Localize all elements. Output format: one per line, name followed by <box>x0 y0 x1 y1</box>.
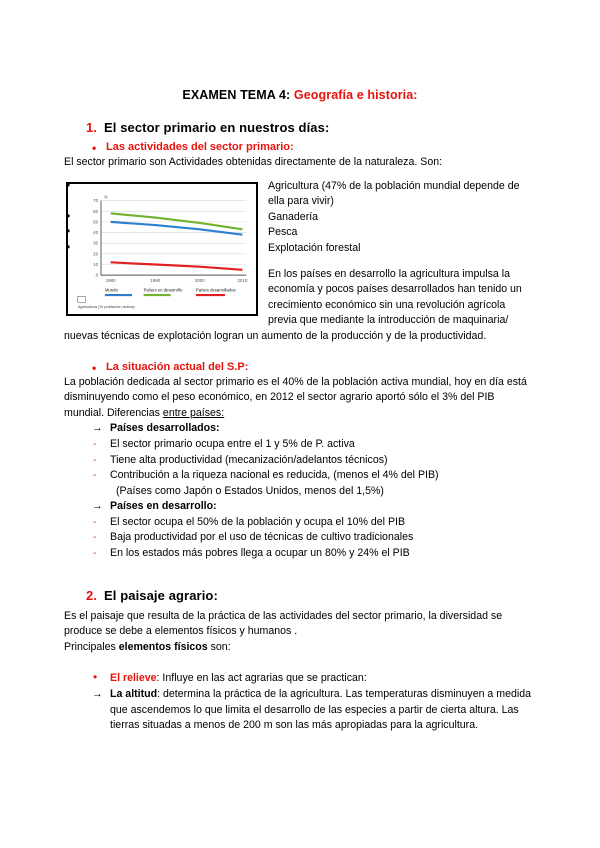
section-2-lead-in <box>64 640 536 656</box>
section-2-title: El paisaje agrario: <box>104 587 218 603</box>
element-relieve <box>64 671 536 687</box>
chart-series-paises-desarrollados <box>111 262 243 269</box>
document-title <box>64 88 536 102</box>
developed-countries-note: (Países como Japón o Estados Unidos, menos del 1,5%) <box>116 484 384 497</box>
svg-text:70: 70 <box>93 197 99 203</box>
svg-text:10: 10 <box>93 261 99 267</box>
physical-elements-list <box>64 671 536 733</box>
chart-caption: Agricultura (% población activa) <box>77 303 135 309</box>
svg-text:20: 20 <box>93 250 99 256</box>
chart-caption-icon <box>78 296 86 302</box>
section-1-situation-paragraph <box>64 375 536 422</box>
activities-list <box>64 179 536 257</box>
lead-in-bold: elementos físicos <box>118 640 208 653</box>
element-altitud <box>64 687 536 734</box>
document-title-prefix: EXAMEN TEMA 4: <box>182 88 291 102</box>
svg-text:2010: 2010 <box>237 277 248 283</box>
developed-countries-group <box>64 421 536 499</box>
section-1-title: El sector primario en nuestros días: <box>104 120 330 135</box>
svg-text:2000: 2000 <box>194 277 205 283</box>
developing-countries-group <box>64 499 536 561</box>
chart-legend-label-desarrollados: Países desarrollados <box>195 287 236 293</box>
section-2-heading <box>64 588 536 603</box>
svg-text:1980: 1980 <box>105 277 116 283</box>
list-item: - Contribución a la riqueza nacional es reducida, (menos el 4% del PIB) <box>64 468 536 484</box>
developed-countries-label: → Países desarrollados: <box>64 421 536 437</box>
developing-countries-label: → Países en desarrollo: <box>64 499 536 515</box>
section-2-paragraph: Es el paisaje que resulta de la práctica de las actividades del sector primario, la diversidad se produce se debe a elementos físicos y humanos . <box>64 609 503 638</box>
svg-text:60: 60 <box>93 208 99 214</box>
section-1-wrap-paragraph: En los países en desarrollo la agricultura impulsa la economía y pocos países desarrollados han tenido un crecimiento económico sin una revolución agrícola previa que mediante la introducción de maquinaria/ nuevas técnicas de explotación logran un aumento de la producción y de la productividad. <box>64 267 522 342</box>
section-2-number: 2. <box>86 587 98 603</box>
chart-legend-label-mundo: Mundo <box>104 287 118 293</box>
list-item: - El sector ocupa el 50% de la población y ocupa el 10% del PIB <box>64 515 536 531</box>
document-content <box>64 88 536 734</box>
svg-text:50: 50 <box>93 219 99 225</box>
list-item: • Explotación forestal <box>64 241 536 257</box>
list-item: - El sector primario ocupa entre el 1 y 5% de P. activa <box>64 437 536 453</box>
chart-x-tick-labels <box>106 278 248 283</box>
svg-text:30: 30 <box>93 240 99 246</box>
list-item: - En los estados más pobres llega a ocupar un 80% y 24% el PIB <box>64 546 536 562</box>
element-relieve-text: : Influye en las act agrarias que se practican: <box>156 672 367 685</box>
situation-underlined: entre países: <box>162 406 225 419</box>
svg-text:1990: 1990 <box>150 277 161 283</box>
subsection-1-1-heading: • Las actividades del sector primario: <box>64 141 536 153</box>
lead-in-a: Principales <box>64 640 119 653</box>
list-item: • Ganadería <box>64 210 536 226</box>
chart-legend-label-desarrollo: Países en desarrollo <box>143 287 183 293</box>
svg-text:40: 40 <box>93 229 99 235</box>
chart-y-axis-label: % <box>103 194 108 200</box>
list-item: - Baja productividad por el uso de técnicas de cultivo tradicionales <box>64 530 536 546</box>
lead-in-b: son: <box>207 640 231 653</box>
section-1-intro: El sector primario son Actividades obtenidas directamente de la naturaleza. Son: <box>64 156 443 168</box>
svg-text:0: 0 <box>95 272 99 278</box>
list-item: - Tiene alta productividad (mecanización/adelantos técnicos) <box>64 453 536 469</box>
subsection-1-2-heading: • La situación actual del S.P: <box>64 361 536 373</box>
section-1-number: 1. <box>86 120 98 135</box>
element-altitud-text: : determina la práctica de la agricultura. Las temperaturas disminuyen a medida que ascendemos lo que limita el desarrollo de las especies a partir de cierta altura. Las tierras situadas a menos de 200 m son las más apropiadas para la agricultura. <box>110 688 532 732</box>
document-title-subject: Geografía e historia: <box>293 88 418 102</box>
list-item: • Agricultura (47% de la población mundial depende de ella para vivir) <box>64 179 536 210</box>
element-relieve-label: El relieve <box>110 672 157 685</box>
list-item: • Pesca <box>64 225 536 241</box>
element-altitud-label: La altitud <box>110 688 158 701</box>
section-1-heading <box>64 120 536 135</box>
chart-legend <box>105 287 236 294</box>
situation-text: La población dedicada al sector primario es el 40% de la población activa mundial, hoy en día está disminuyendo como el peso económico, en 2012 el sector agrario aportó sólo el 3% del PIB mundial. Diferencias <box>64 375 527 419</box>
